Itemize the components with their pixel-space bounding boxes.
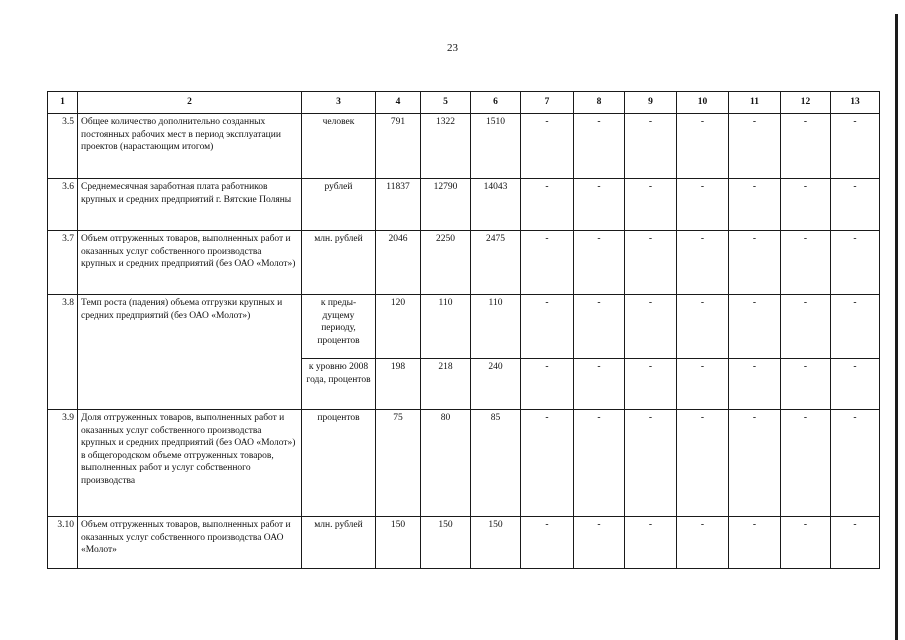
value-cell: - [521,295,574,359]
table-row [48,295,880,359]
value-cell: - [729,231,781,295]
value-cell: - [831,295,880,359]
header-cell: 6 [471,92,521,114]
value-cell: - [729,179,781,231]
header-cell: 1 [48,92,78,114]
value-cell: - [677,517,729,569]
value-cell: 218 [421,359,471,410]
value-cell: - [729,517,781,569]
table-row [48,517,880,569]
header-cell: 3 [302,92,376,114]
value-cell: - [729,295,781,359]
row-number: 3.6 [48,179,78,231]
value-cell: - [574,114,625,179]
value-cell: - [831,410,880,517]
value-cell: 198 [376,359,421,410]
value-cell: 150 [421,517,471,569]
row-number: 3.9 [48,410,78,517]
unit-cell: рублей [302,179,376,231]
header-cell: 9 [625,92,677,114]
value-cell: - [521,231,574,295]
value-cell: - [574,231,625,295]
indicator-name: Темп роста (падения) объема отгрузки крупных и средних предприятий (без ОАО «Молот») [78,295,302,410]
row-number: 3.7 [48,231,78,295]
value-cell: 75 [376,410,421,517]
value-cell: 11837 [376,179,421,231]
value-cell: - [521,517,574,569]
value-cell: 150 [376,517,421,569]
value-cell: - [625,295,677,359]
value-cell: - [781,295,831,359]
value-cell: - [677,295,729,359]
indicator-name: Среднемесячная заработная плата работников крупных и средних предприятий г. Вятские Поляны [78,179,302,231]
header-cell: 11 [729,92,781,114]
header-cell: 10 [677,92,729,114]
value-cell: 1322 [421,114,471,179]
indicator-name: Общее количество дополнительно созданных постоянных рабочих мест в период эксплуатации проектов (нарастающим итогом) [78,114,302,179]
unit-cell: млн. рублей [302,517,376,569]
value-cell: 120 [376,295,421,359]
value-cell: 12790 [421,179,471,231]
header-row [48,92,880,114]
value-cell: - [521,114,574,179]
row-number: 3.10 [48,517,78,569]
value-cell: - [521,410,574,517]
value-cell: 2046 [376,231,421,295]
value-cell: - [729,410,781,517]
header-cell: 12 [781,92,831,114]
unit-cell: процентов [302,410,376,517]
value-cell: - [831,179,880,231]
value-cell: 110 [471,295,521,359]
table-row [48,231,880,295]
value-cell: 14043 [471,179,521,231]
indicator-name: Объем отгруженных товаров, выполненных работ и оказанных услуг собственного производства ОАО «Молот» [78,517,302,569]
header-cell: 13 [831,92,880,114]
value-cell: 2475 [471,231,521,295]
header-cell: 4 [376,92,421,114]
indicator-name: Доля отгруженных товаров, выполненных работ и оказанных услуг собственного производства крупных и средних предприятий (без ОАО «Молот») в общегородском объеме отгруженных товаров, выполненных работ и услуг собственного производства [78,410,302,517]
table-row [48,179,880,231]
value-cell: - [625,114,677,179]
row-number: 3.8 [48,295,78,410]
value-cell: 85 [471,410,521,517]
value-cell: - [677,179,729,231]
value-cell: - [781,179,831,231]
value-cell: - [781,231,831,295]
value-cell: - [677,114,729,179]
value-cell: - [677,410,729,517]
unit-cell: человек [302,114,376,179]
value-cell: - [521,179,574,231]
page-number: 23 [447,42,458,54]
value-cell: - [781,517,831,569]
indicator-name: Объем отгруженных товаров, выполненных работ и оказанных услуг собственного производства крупных и средних предприятий (без ОАО «Молот») [78,231,302,295]
value-cell: 791 [376,114,421,179]
value-cell: - [729,114,781,179]
value-cell: - [677,231,729,295]
indicators-table [47,91,880,569]
value-cell: - [677,359,729,410]
value-cell: - [521,359,574,410]
value-cell: 150 [471,517,521,569]
value-cell: - [781,359,831,410]
table-row [48,410,880,517]
value-cell: - [574,517,625,569]
table-row [48,114,880,179]
row-number: 3.5 [48,114,78,179]
value-cell: 80 [421,410,471,517]
value-cell: - [625,359,677,410]
unit-cell: млн. рублей [302,231,376,295]
value-cell: - [625,410,677,517]
page-edge-shadow [895,14,898,640]
header-cell: 2 [78,92,302,114]
value-cell: - [831,231,880,295]
value-cell: - [574,179,625,231]
value-cell: 2250 [421,231,471,295]
unit-cell: к преды-дущему периоду, процентов [302,295,376,359]
value-cell: - [574,410,625,517]
header-cell: 7 [521,92,574,114]
value-cell: - [574,295,625,359]
header-cell: 5 [421,92,471,114]
value-cell: 1510 [471,114,521,179]
unit-cell: к уровню 2008 года, процентов [302,359,376,410]
value-cell: - [781,410,831,517]
header-cell: 8 [574,92,625,114]
value-cell: - [831,114,880,179]
value-cell: 240 [471,359,521,410]
value-cell: - [574,359,625,410]
value-cell: - [625,517,677,569]
value-cell: - [831,359,880,410]
value-cell: - [831,517,880,569]
value-cell: - [625,231,677,295]
value-cell: - [781,114,831,179]
value-cell: - [729,359,781,410]
value-cell: - [625,179,677,231]
value-cell: 110 [421,295,471,359]
